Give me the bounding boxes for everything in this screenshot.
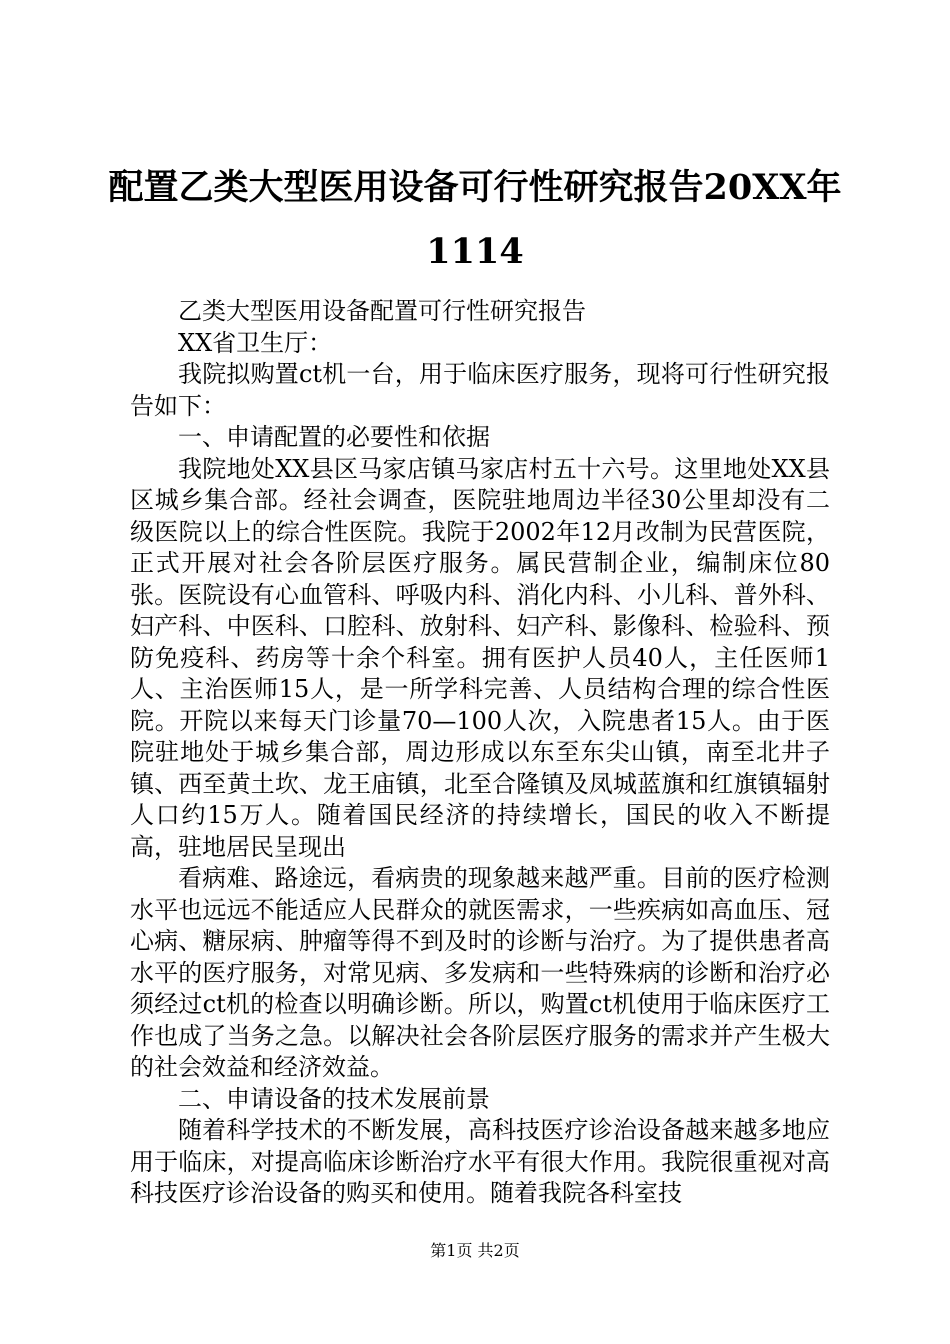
section-heading-2: 二、申请设备的技术发展前景	[178, 1084, 490, 1113]
paragraph-intro: 我院拟购置ct机一台，用于临床医疗服务，现将可行性研究报告如下：	[130, 360, 830, 420]
paragraph-hospital-background: 我院地处XX县区马家店镇马家店村五十六号。这里地处XX县区城乡集合部。经社会调查，医院驻地周边半径30公里却没有二级医院以上的综合性医院。我院于2002年12月改制为民营医院，正式开展对社会各阶层医疗服务。属民营制企业，编制床位80张。医院设有心血管科、呼吸内科、消化内科、小儿科、普外科、妇产科、中医科、口腔科、放射科、妇产科、影像科、检验科、预防免疫科、药房等十余个科室。拥有医护人员40人，主任医师1人、主治医师15人，是一所学科完善、人员结构合理的综合性医院。开院以来每天门诊量70—100人次，入院患者15人。由于医院驻地处于城乡集合部，周边形成以东至东尖山镇，南至北井子镇、西至黄土坎、龙王庙镇，北至合隆镇及凤城蓝旗和红旗镇辐射人口约15万人。随着国民经济的持续增长，国民的收入不断提高，驻地居民呈现出	[130, 454, 830, 861]
document-title: 配置乙类大型医用设备可行性研究报告20XX年1114	[108, 167, 842, 272]
paragraph-report-heading: 乙类大型医用设备配置可行性研究报告	[178, 297, 586, 325]
page-number-footer: 第1页 共2页	[430, 1241, 520, 1260]
paragraph-necessity: 看病难、路途远，看病贵的现象越来越严重。目前的医疗检测水平也远远不能适应人民群众的就医需求，一些疾病如高血压、冠心病、糖尿病、肿瘤等得不到及时的诊断与治疗。为了提供患者高水平的医疗服务，对常见病、多发病和一些特殊病的诊断和治疗必须经过ct机的检查以明确诊断。所以，购置ct机使用于临床医疗工作也成了当务之急。以解决社会各阶层医疗服务的需求并产生极大的社会效益和经济效益。	[130, 864, 830, 1081]
paragraph-technology-prospect: 随着科学技术的不断发展，高科技医疗诊治设备越来越多地应用于临床，对提高临床诊断治疗水平有很大作用。我院很重视对高科技医疗诊治设备的购买和使用。随着我院各科室技	[130, 1116, 830, 1207]
paragraph-addressee: XX省卫生厅：	[178, 328, 333, 357]
section-heading-1: 一、申请配置的必要性和依据	[178, 423, 490, 451]
document-body	[130, 296, 830, 1210]
